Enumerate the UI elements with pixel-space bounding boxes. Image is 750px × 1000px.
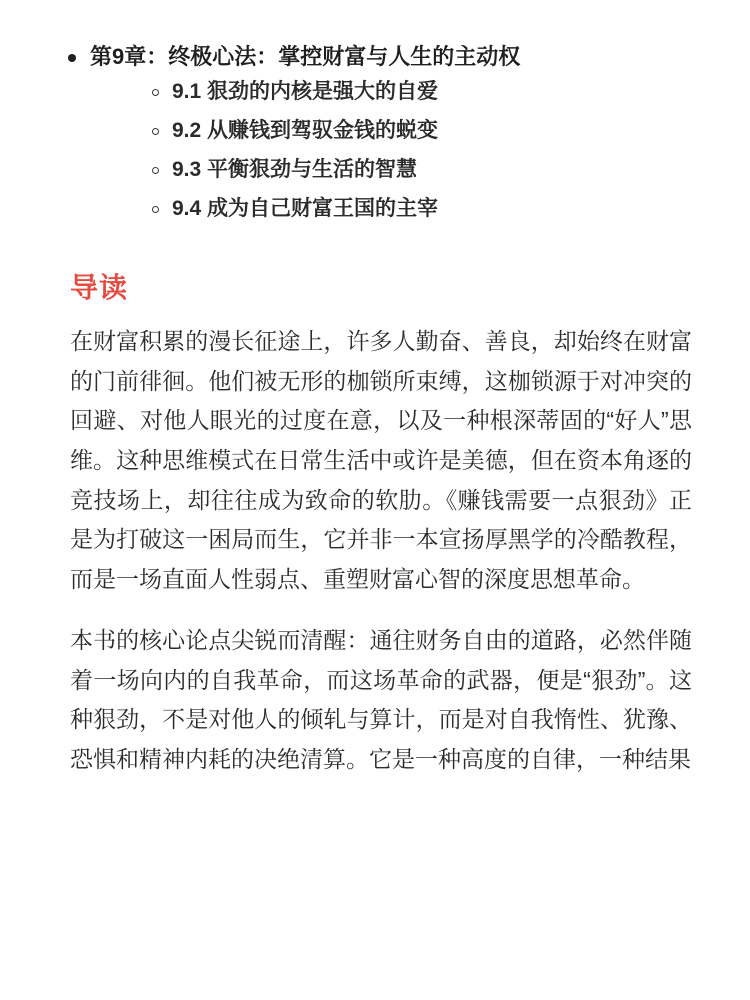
outline-chapter-label: 第9章：终极心法：掌控财富与人生的主动权 — [90, 44, 521, 69]
body-paragraph: 本书的核心论点尖锐而清醒：通往财务自由的道路，必然伴随着一场向内的自我革命，而这场革命的武器，便是“狠劲”。这种狠劲，不是对他人的倾轧与算计，而是对自我惰性、犹豫、恐惧和精神内耗的决绝清算。它是一种高度的自律，一种结果 — [70, 627, 692, 772]
chapter-outline — [52, 40, 698, 228]
outline-section-item — [90, 151, 698, 190]
circle-bullet-icon — [152, 206, 159, 213]
outline-section-label: 9.3 平衡狠劲与生活的智慧 — [172, 157, 418, 181]
outline-section-label: 9.1 狠劲的内核是强大的自爱 — [172, 80, 439, 103]
section-heading: 导读 — [70, 272, 129, 304]
outline-section-item — [90, 112, 698, 151]
outline-section-item — [90, 73, 698, 112]
circle-bullet-icon — [152, 167, 159, 174]
disc-bullet-icon — [68, 54, 76, 62]
circle-bullet-icon — [152, 89, 159, 96]
outline-section-list — [90, 73, 698, 228]
outline-chapter-item — [52, 40, 698, 228]
outline-section-label: 9.4 成为自己财富王国的主宰 — [172, 196, 439, 220]
outline-section-label: 9.2 从赚钱到驾驭金钱的蜕变 — [172, 118, 439, 142]
body-paragraph: 在财富积累的漫长征途上，许多人勤奋、善良，却始终在财富的门前徘徊。他们被无形的枷锁所束缚，这枷锁源于对冲突的回避、对他人眼光的过度在意，以及一种根深蒂固的“好人”思维。这种思维模式在日常生活中或许是美德，但在资本角逐的竞技场上，却往往成为致命的软肋。《赚钱需要一点狠劲》正是为打破这一困局而生，它并非一本宣扬厚黑学的冷酷教程，而是一场直面人性弱点、重塑财富心智的深度思想革命。 — [70, 328, 692, 592]
outline-section-item — [90, 190, 698, 229]
circle-bullet-icon — [152, 128, 159, 135]
